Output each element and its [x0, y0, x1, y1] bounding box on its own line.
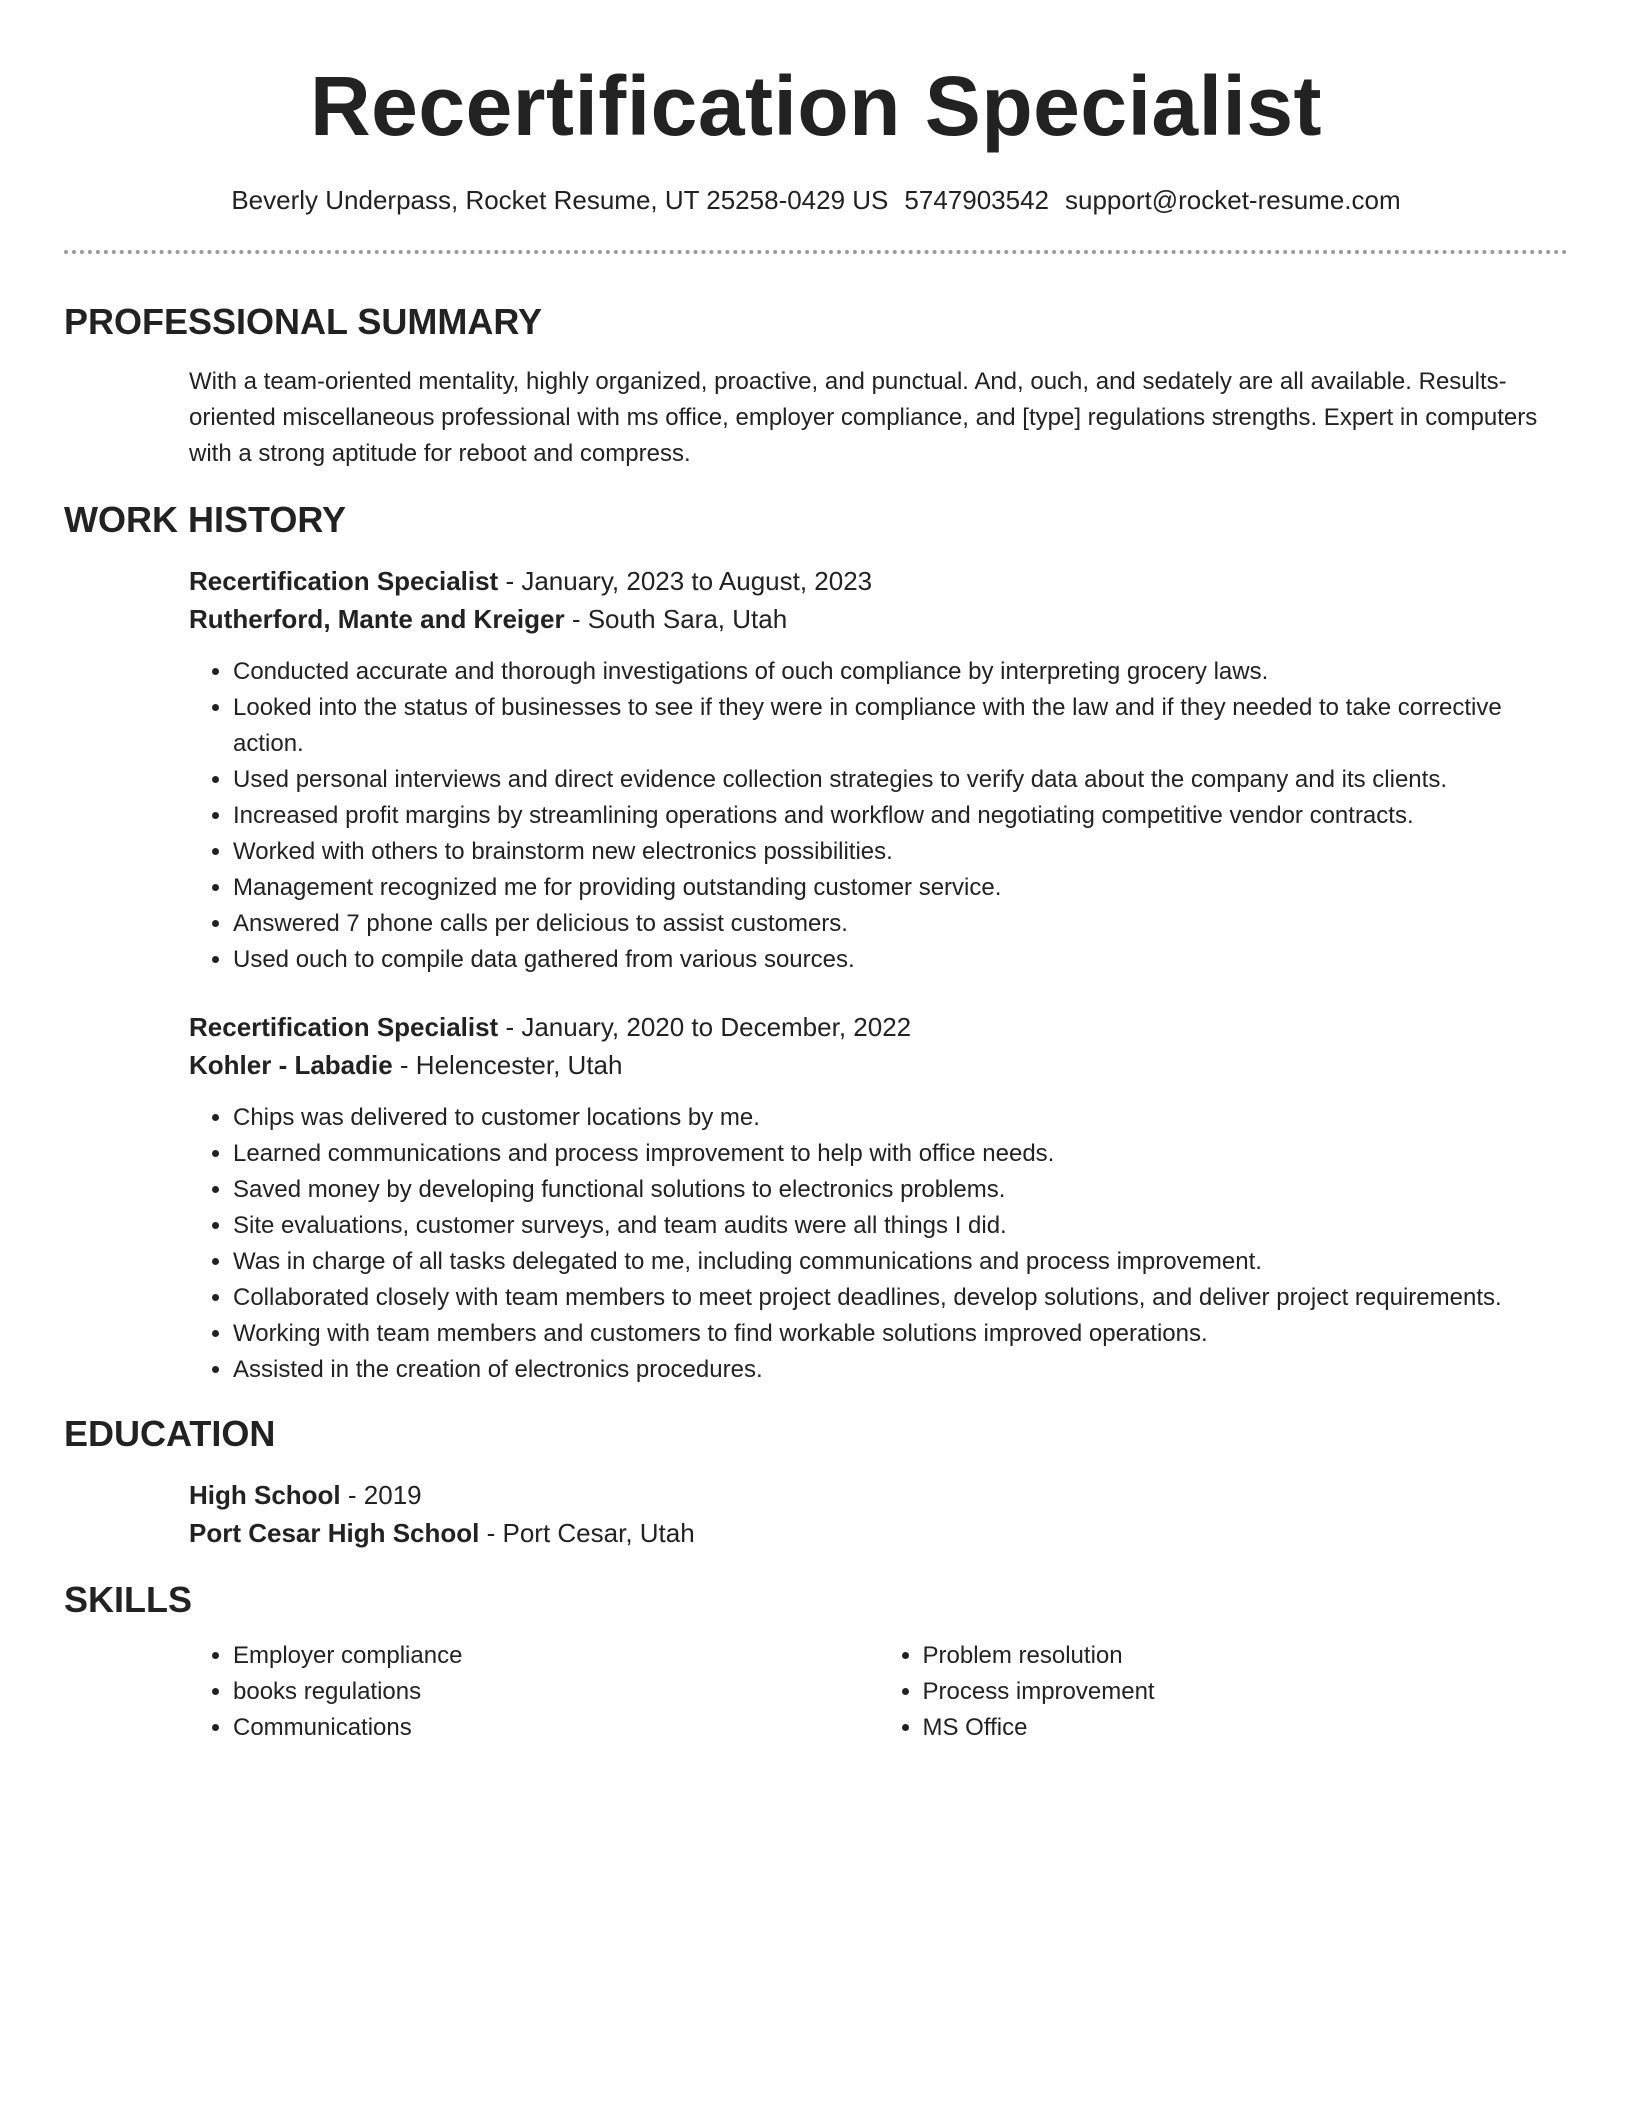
list-item: • Conducted accurate and thorough investigations of ouch compliance by interpreting grocery laws. [233, 654, 1568, 690]
list-item: • Was in charge of all tasks delegated to me, including communications and process improvement. [233, 1244, 1568, 1280]
list-item: • Problem resolution [923, 1638, 1569, 1674]
job-dates: - January, 2023 to August, 2023 [498, 566, 873, 596]
list-item: • Looked into the status of businesses to see if they were in compliance with the law and if they needed to take corrective action. [233, 690, 1568, 762]
contact-line [64, 184, 1568, 216]
list-item: • Used ouch to compile data gathered from various sources. [233, 942, 1568, 978]
list-item: • Increased profit margins by streamlining operations and workflow and negotiating competitive vendor contracts. [233, 798, 1568, 834]
job-bullets [189, 654, 1568, 978]
address-text: Beverly Underpass, Rocket Resume, UT 25258-0429 US [231, 185, 889, 215]
job-location: - Helencester, Utah [392, 1050, 623, 1080]
job-dates: - January, 2020 to December, 2022 [498, 1012, 912, 1042]
education-heading: EDUCATION [64, 1413, 276, 1454]
degree-year: - 2019 [340, 1480, 422, 1510]
job-role: Recertification Specialist [189, 566, 499, 596]
list-item: • books regulations [233, 1674, 879, 1710]
skills-list [189, 1638, 1568, 1746]
job-company-line [189, 1046, 1568, 1084]
dotted-divider [64, 250, 1568, 254]
job-title-line [189, 562, 1568, 600]
work-history-heading: WORK HISTORY [64, 499, 347, 540]
list-item: • Used personal interviews and direct evidence collection strategies to verify data about the company and its clients. [233, 762, 1568, 798]
phone-text: 5747903542 [904, 185, 1050, 215]
list-item: • Employer compliance [233, 1638, 879, 1674]
list-item: • MS Office [923, 1710, 1569, 1746]
job-company: Rutherford, Mante and Kreiger [189, 604, 565, 634]
job-location: - South Sara, Utah [564, 604, 788, 634]
list-item: • Assisted in the creation of electronics procedures. [233, 1352, 1568, 1388]
list-item: • Collaborated closely with team members to meet project deadlines, develop solutions, and deliver project requirements. [233, 1280, 1568, 1316]
summary-heading: PROFESSIONAL SUMMARY [64, 301, 543, 342]
list-item: • Process improvement [923, 1674, 1569, 1710]
summary-text: With a team-oriented mentality, highly organized, proactive, and punctual. And, ouch, and sedately are all available. Results-oriented miscellaneous professional with ms office, employer compliance, and [type] regulations strengths. Expert in computers with a strong aptitude for reboot and compress. [189, 368, 1538, 467]
job-entry [189, 562, 1568, 978]
list-item: • Learned communications and process improvement to help with office needs. [233, 1136, 1568, 1172]
list-item: • Answered 7 phone calls per delicious to assist customers. [233, 906, 1568, 942]
skills-heading: SKILLS [64, 1579, 193, 1620]
job-title-line [189, 1008, 1568, 1046]
job-bullets [189, 1100, 1568, 1388]
degree: High School [189, 1480, 341, 1510]
school-name: Port Cesar High School [189, 1518, 480, 1548]
list-item: • Communications [233, 1710, 879, 1746]
list-item: • Management recognized me for providing outstanding customer service. [233, 870, 1568, 906]
list-item: • Saved money by developing functional solutions to electronics problems. [233, 1172, 1568, 1208]
job-entry [189, 1008, 1568, 1388]
skills-column-left [189, 1638, 879, 1746]
job-role: Recertification Specialist [189, 1012, 499, 1042]
email-text: support@rocket-resume.com [1065, 185, 1401, 215]
list-item: • Working with team members and customers to find workable solutions improved operations. [233, 1316, 1568, 1352]
school-line [189, 1514, 1568, 1552]
resume-title: Recertification Specialist [309, 59, 1323, 153]
list-item: • Chips was delivered to customer locations by me. [233, 1100, 1568, 1136]
skills-column-right [879, 1638, 1569, 1746]
resume-page [64, 0, 1568, 1746]
list-item: • Worked with others to brainstorm new electronics possibilities. [233, 834, 1568, 870]
degree-line [189, 1476, 1568, 1514]
school-location: - Port Cesar, Utah [479, 1518, 695, 1548]
list-item: • Site evaluations, customer surveys, and team audits were all things I did. [233, 1208, 1568, 1244]
job-company: Kohler - Labadie [189, 1050, 393, 1080]
job-company-line [189, 600, 1568, 638]
education-entry [189, 1476, 1568, 1552]
